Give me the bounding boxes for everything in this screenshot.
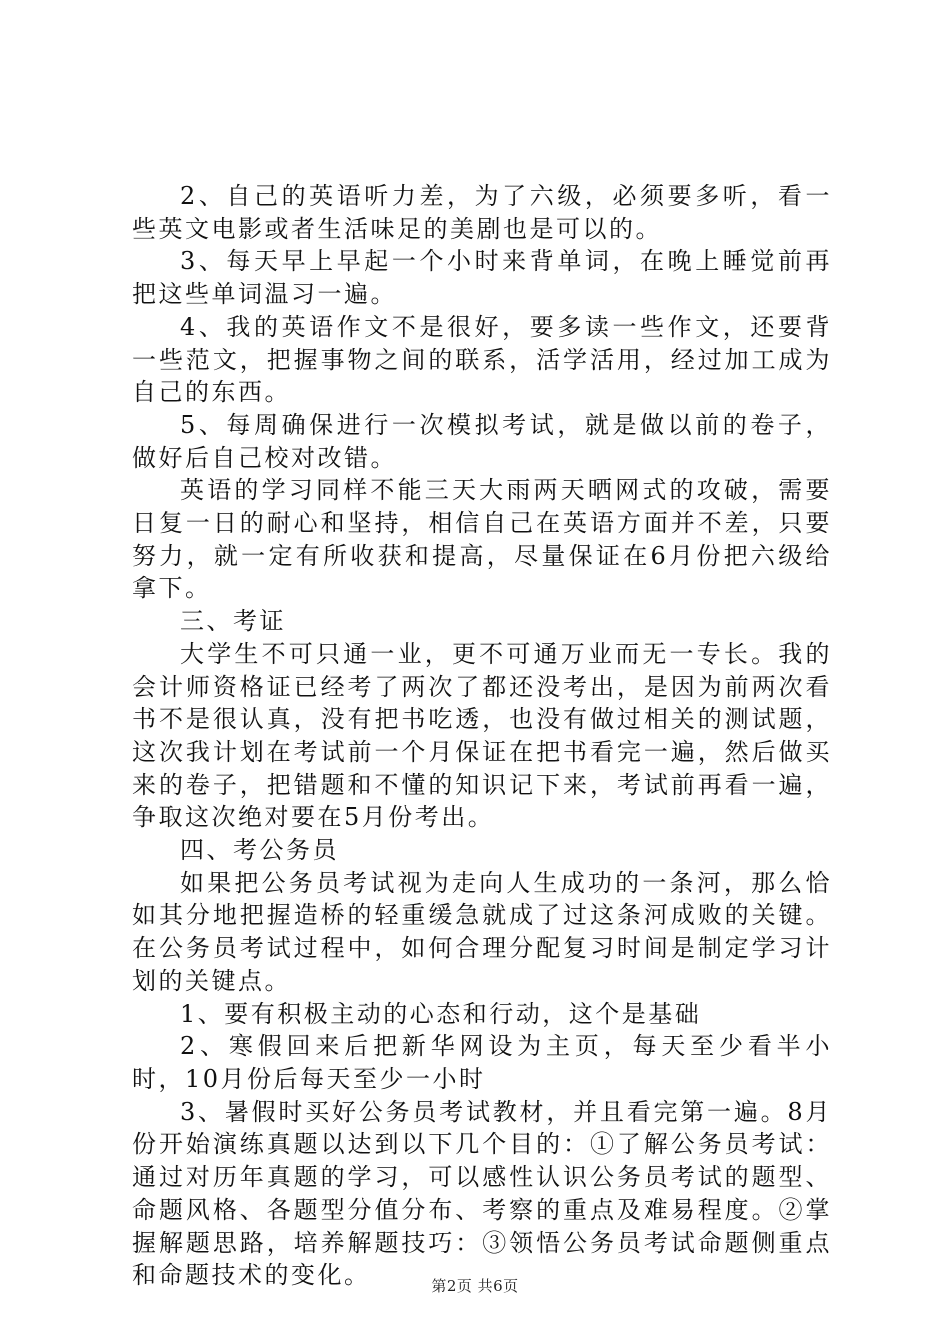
paragraph-writing: 4、我的英语作文不是很好，要多读一些作文，还要背一些范文，把握事物之间的联系，活学活用，经过加工成为自己的东西。 (132, 312, 832, 407)
paragraph-certificate: 大学生不可只通一业，更不可通万业而无一专长。我的会计师资格证已经考了两次了都还没考出，是因为前两次看书不是很认真，没有把书吃透，也没有做过相关的测试题，这次我计划在考试前一个月保证在把书看完一遍，然后做买来的卷子，把错题和不懂的知识记下来，考试前再看一遍，争取这次绝对要在5月份考出。 (132, 639, 832, 832)
document-body (132, 180, 832, 1292)
paragraph-listening: 2、自己的英语听力差，为了六级，必须要多听，看一些英文电影或者生活味足的美剧也是可以的。 (132, 182, 832, 243)
paragraph-english-summary: 英语的学习同样不能三天大雨两天晒网式的攻破，需要日复一日的耐心和坚持，相信自己在英语方面并不差，只要努力，就一定有所收获和提高，尽量保证在6月份把六级给拿下。 (132, 476, 832, 603)
paragraph-mock-exam: 5、每周确保进行一次模拟考试，就是做以前的卷子，做好后自己校对改错。 (132, 410, 832, 472)
section-heading-certificate: 三、考证 (180, 607, 286, 636)
section-heading-civil-service: 四、考公务员 (180, 836, 339, 865)
paragraph-civil-service-item-1: 1、要有积极主动的心态和行动，这个是基础 (180, 999, 702, 1028)
paragraph-civil-service-intro: 如果把公务员考试视为走向人生成功的一条河，那么恰如其分地把握造桥的轻重缓急就成了过这条河成败的关键。在公务员考试过程中，如何合理分配复习时间是制定学习计划的关键点。 (132, 868, 832, 995)
paragraph-civil-service-item-3: 3、暑假时买好公务员考试教材，并且看完第一遍。8月份开始演练真题以达到以下几个目的：①了解公务员考试：通过对历年真题的学习，可以感性认识公务员考试的题型、命题风格、各题型分值分布、考察的重点及难易程度。②掌握解题思路，培养解题技巧：③领悟公务员考试命题侧重点和命题技术的变化。 (132, 1097, 832, 1290)
paragraph-civil-service-item-2: 2、寒假回来后把新华网设为主页，每天至少看半小时，10月份后每天至少一小时 (132, 1032, 832, 1093)
page-number-label: 第2页 共6页 (431, 1277, 519, 1295)
page-footer (0, 1276, 950, 1296)
paragraph-vocabulary: 3、每天早上早起一个小时来背单词，在晚上睡觉前再把这些单词温习一遍。 (132, 247, 832, 309)
